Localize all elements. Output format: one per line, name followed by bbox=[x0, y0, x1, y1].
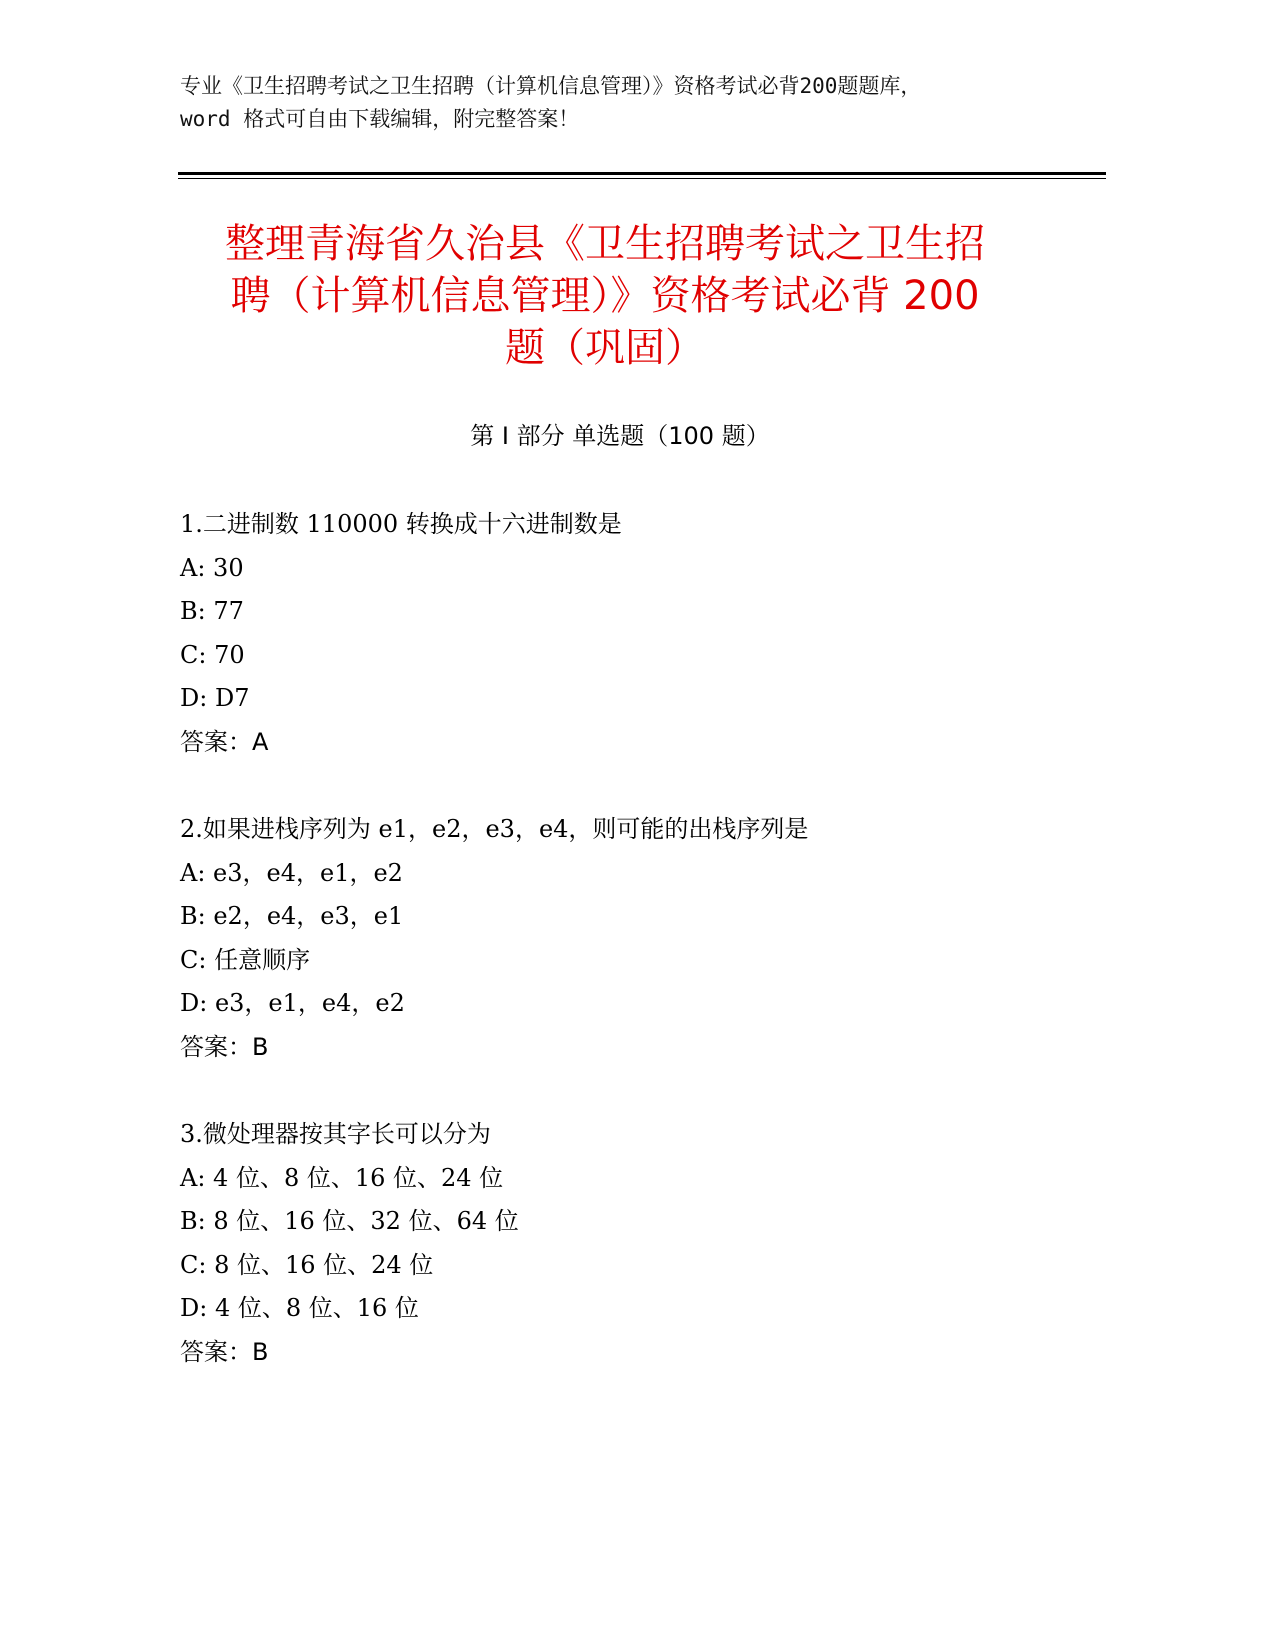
option-d: D: 4 位、8 位、16 位 bbox=[180, 1294, 419, 1322]
option-a: A: 4 位、8 位、16 位、24 位 bbox=[180, 1163, 504, 1192]
answer: 答案：B bbox=[180, 1337, 269, 1366]
document-title bbox=[170, 218, 1040, 374]
option-c: C: 8 位、16 位、24 位 bbox=[180, 1250, 434, 1279]
question-3 bbox=[180, 1113, 1100, 1374]
header-divider-thick bbox=[178, 172, 1106, 175]
document-title-line-2: 聘（计算机信息管理）》资格考试必背 200 bbox=[230, 273, 980, 319]
question-stem: 2.如果进栈序列为 e1，e2，e3，e4，则可能的出栈序列是 bbox=[180, 815, 809, 843]
section-title: 第 I 部分 单选题（100 题） bbox=[470, 422, 770, 450]
option-c: C: 任意顺序 bbox=[180, 945, 311, 974]
option-b: B: 8 位、16 位、32 位、64 位 bbox=[180, 1207, 519, 1235]
document-title-line-1: 整理青海省久治县《卫生招聘考试之卫生招 bbox=[225, 221, 985, 267]
question-1 bbox=[180, 503, 1100, 764]
option-d: D: D7 bbox=[180, 684, 250, 712]
option-b: B: 77 bbox=[180, 597, 244, 625]
option-c: C: 70 bbox=[180, 640, 245, 669]
header-divider-thin bbox=[178, 178, 1106, 179]
question-stem: 3.微处理器按其字长可以分为 bbox=[180, 1120, 491, 1148]
header-note-line-1: 专业《卫生招聘考试之卫生招聘（计算机信息管理）》资格考试必背200题题库， bbox=[180, 74, 922, 98]
option-d: D: e3，e1，e4，e2 bbox=[180, 989, 405, 1017]
question-list bbox=[180, 503, 1100, 1418]
option-b: B: e2，e4，e3，e1 bbox=[180, 902, 404, 930]
header-note-line-2: word 格式可自由下载编辑，附完整答案！ bbox=[180, 107, 580, 131]
question-2 bbox=[180, 808, 1100, 1069]
option-a: A: e3，e4，e1，e2 bbox=[180, 858, 403, 887]
document-title-line-3: 题（巩固） bbox=[505, 325, 705, 371]
answer: 答案：A bbox=[180, 727, 269, 756]
header-note bbox=[180, 70, 1080, 136]
answer: 答案：B bbox=[180, 1032, 269, 1061]
question-stem: 1.二进制数 110000 转换成十六进制数是 bbox=[180, 510, 622, 538]
option-a: A: 30 bbox=[180, 553, 244, 582]
